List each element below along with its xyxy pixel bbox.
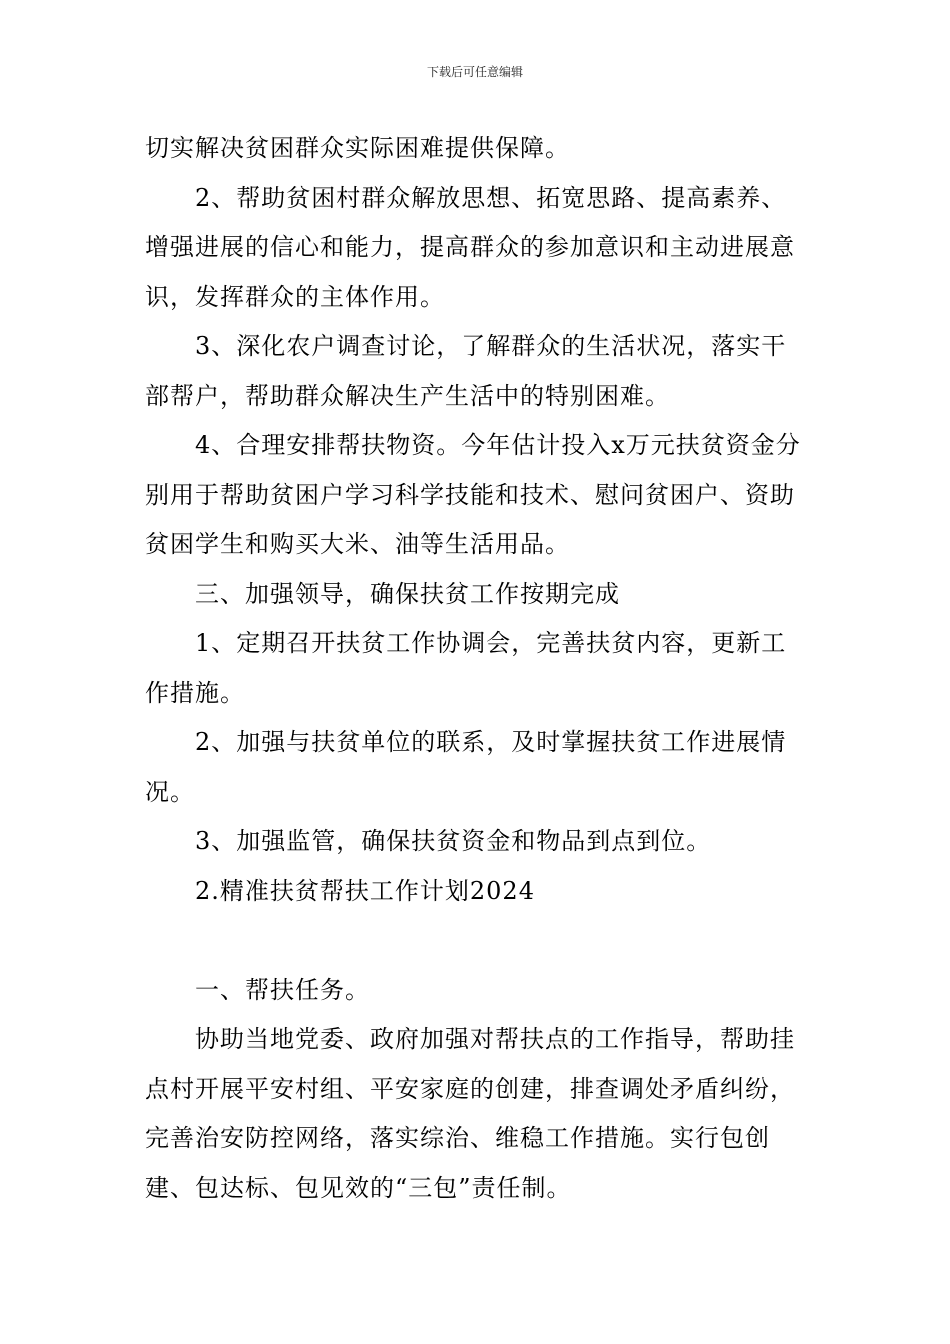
page-header: 下载后可任意编辑	[426, 65, 523, 79]
section-heading-3: 三、加强领导，确保扶贫工作按期完成	[195, 579, 620, 608]
paragraph-measure-3: 3、加强监管，确保扶贫资金和物品到点到位。	[195, 827, 712, 855]
paragraph-task-description: 协助当地党委、政府加强对帮扶点的工作指导，帮助挂点村开展平安村组、平安家庭的创建，排查调处矛盾纠纷，完善治安防控网络，落实综治、维稳工作措施。实行包创建、包达标、包见效的“三包”责任制。	[145, 1025, 795, 1202]
blank-line	[145, 916, 807, 966]
paragraph-measure-1: 1、定期召开扶贫工作协调会，完善扶贫内容，更新工作措施。	[145, 629, 787, 707]
paragraph-item-3: 3、深化农户调查讨论，了解群众的生活状况，落实干部帮户，帮助群众解决生产生活中的特别困难。	[145, 332, 787, 410]
paragraph-measure-2: 2、加强与扶贫单位的联系，及时掌握扶贫工作进展情况。	[145, 728, 787, 806]
paragraph-continuation: 切实解决贫困群众实际困难提供保障。	[145, 134, 570, 162]
document-title-2: 2.精准扶贫帮扶工作计划2024	[195, 876, 535, 905]
paragraph-item-2: 2、帮助贫困村群众解放思想、拓宽思路、提高素养、增强进展的信心和能力，提高群众的参加意识和主动进展意识，发挥群众的主体作用。	[145, 183, 795, 311]
document-body	[145, 124, 807, 1213]
section-heading-1: 一、帮扶任务。	[195, 975, 370, 1004]
paragraph-item-4: 4、合理安排帮扶物资。今年估计投入x万元扶贫资金分别用于帮助贫困户学习科学技能和技术、慰问贫困户、资助贫困学生和购买大米、油等生活用品。	[145, 431, 801, 558]
